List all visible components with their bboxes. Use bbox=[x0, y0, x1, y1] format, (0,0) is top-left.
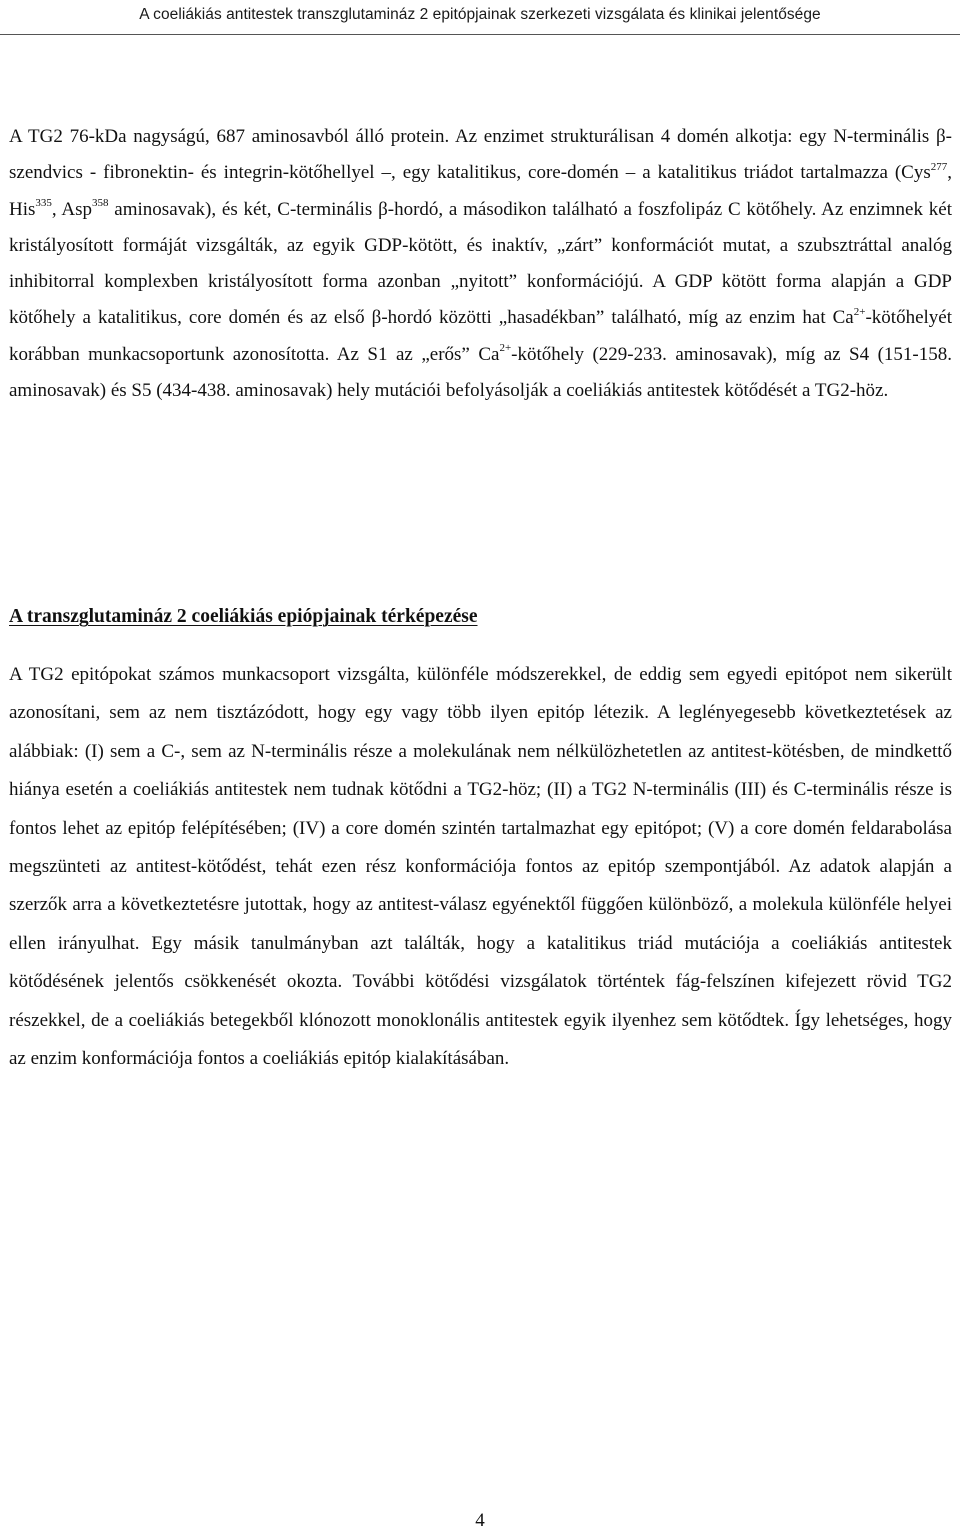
running-header-title: A coeliákiás antitestek transzglutamináz 2 epitópjainak szerkezeti vizsgálata és klinikai jelentősége bbox=[139, 6, 821, 23]
text-run: -kötőhely (229-233. aminosavak), míg az S4 (151-158. aminosavak) és S5 (434-438. aminosavak) hely mutációi befolyásolják a coeliákiás antitestek kötődését a TG2-höz. bbox=[9, 343, 952, 402]
text-run: A TG2 76-kDa nagyságú, 687 aminosavból álló protein. Az enzimet strukturálisan 4 domén alkotja: egy N-terminális β-szendvics - fibronektin- és integrin-kötőhellyel –, egy katalitikus, core-domén – a katalitikus triádot tartalmazza (Cys bbox=[9, 126, 952, 184]
text-run: , Asp bbox=[51, 198, 93, 220]
text-run: aminosavak), és két, C-terminális β-hordó, a másodikon található a foszfolipáz C kötőhely. Az enzimnek két kristályosított formáját vizsgálták, az egyik GDP-kötött, és inaktív, „zárt” konformációt mutat, a szubsztráttal analóg inhibitorral komplexben kristályosított forma azonban „nyitott” konformációjú. A GDP kötött forma alapján a GDP kötőhely a katalitikus, core domén és az első β-hordó közötti „hasadékban” található, míg az enzim hat Ca bbox=[9, 198, 952, 329]
paragraph-text bbox=[9, 119, 952, 409]
superscript-his: 335 bbox=[35, 197, 52, 210]
section-heading: A transzglutamináz 2 coeliákiás epiópjainak térképezése bbox=[9, 606, 478, 627]
superscript-asp: 358 bbox=[92, 197, 109, 210]
page-number: 4 bbox=[475, 1510, 485, 1531]
paragraph-protein-structure bbox=[9, 119, 952, 409]
header-divider bbox=[0, 34, 960, 35]
superscript-ca-charge: 2+ bbox=[499, 342, 512, 355]
superscript-ca-charge: 2+ bbox=[853, 306, 866, 319]
paragraph-text: A TG2 epitópokat számos munkacsoport vizsgálta, különféle módszerekkel, de eddig sem egyedi epitópot nem sikerült azonosítani, sem az nem tisztázódott, hogy egy vagy több ilyen epitóp létezik. A leglényegesebb következtetések az alábbiak: (I) sem a C-, sem az N-terminális része a molekulának nem nélkülözhetetlen az antitest-kötésben, de mindkettő hiánya esetén a coeliákiás antitestek nem tudnak kötődni a TG2-höz; (II) a TG2 N-terminális (III) és C-terminális része is fontos lehet az epitóp felépítésében; (IV) a core domén szintén tartalmazhat egy epitópot; (V) a core domén feldarabolása megszünteti az antitest-kötődést, tehát ezen rész konformációja fontos az epitóp szempontjából. Az adatok alapján a szerzők arra a következtetésre jutottak, hogy az antitest-válasz egyénektől függően különböző, a molekula különféle helyei ellen irányulhat. Egy másik tanulmányban azt találták, hogy a katalitikus triád mutációja a coeliákiás antitestek kötődésének jelentős csökkenését okozta. További kötődési vizsgálatok történtek fág-felszínen kifejezett rövid TG2 részekkel, de a coeliákiás betegekből klónozott monoklonális antitestek egyik ilyenhez sem kötődtek. Így lehetséges, hogy az enzim konformációja fontos a coeliákiás epitóp kialakításában. bbox=[9, 664, 952, 1070]
text-run: -kötőhelyét korábban munkacsoportunk azonosította. Az S1 az „erős” Ca bbox=[9, 307, 952, 365]
superscript-cys: 277 bbox=[930, 160, 948, 173]
text-run: , His bbox=[9, 162, 952, 220]
paragraph-epitope-mapping bbox=[9, 656, 952, 1078]
